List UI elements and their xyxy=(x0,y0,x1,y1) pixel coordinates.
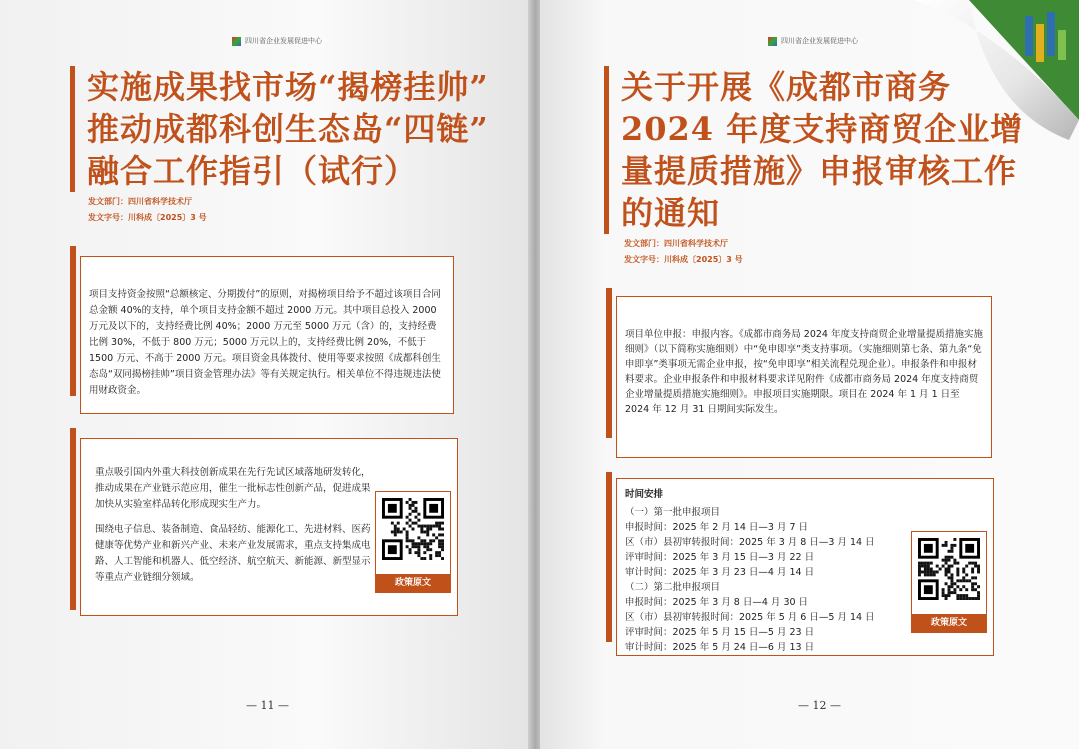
left-page-number: — 11 — xyxy=(246,699,289,712)
qr-code-icon xyxy=(918,538,980,600)
left-info-box-2 xyxy=(80,438,458,616)
right-box2-accent xyxy=(606,472,612,642)
schedule-line: 申报时间：2025 年 2 月 14 日—3 月 7 日 xyxy=(625,522,809,533)
right-meta-number: 发文字号：川科成〔2025〕3 号 xyxy=(624,255,743,264)
right-qr-card[interactable] xyxy=(911,531,987,633)
schedule-line: 审计时间：2025 年 5 月 24 日—6 月 13 日 xyxy=(625,642,815,653)
left-qr-label[interactable]: 政策原文 xyxy=(376,574,450,592)
schedule-line: 审计时间：2025 年 3 月 23 日—4 月 14 日 xyxy=(625,567,815,578)
left-qr-card[interactable] xyxy=(375,491,451,593)
header-text: 四川省企业发展促进中心 xyxy=(245,37,322,45)
schedule-line: 评审时间：2025 年 5 月 15 日—5 月 23 日 xyxy=(625,627,815,638)
right-page xyxy=(540,0,1079,749)
publication-logo-icon xyxy=(232,37,241,46)
cover-bar-icon xyxy=(1036,24,1044,62)
left-box2-para1: 重点吸引国内外重大科技创新成果在先行先试区域落地研发转化，推动成果在产业链示范应用，催生一批标志性创新产品，促进成果加快从实验室样品转化形成现实生产力。 xyxy=(95,467,371,510)
left-box2-para2: 围绕电子信息、装备制造、食品轻纺、能源化工、先进材料、医药健康等优势产业和新兴产业、未来产业发展需求，重点支持集成电路、人工智能和机器人、低空经济、航空航天、新能源、新型显示等重点产业链细分领域。 xyxy=(95,524,371,583)
left-box2-accent xyxy=(70,428,76,610)
header-logo-right xyxy=(768,36,858,46)
left-meta-issuer: 发文部门：四川省科学技术厅 xyxy=(88,197,192,206)
schedule-line: 申报时间：2025 年 3 月 8 日—4 月 30 日 xyxy=(625,597,809,608)
cover-bar-icon xyxy=(1058,30,1066,60)
left-page-title: 实施成果找市场“揭榜挂帅” 推动成都科创生态岛“四链” 融合工作指引（试行） xyxy=(87,68,489,190)
qr-code-icon xyxy=(382,498,444,560)
right-qr-label[interactable]: 政策原文 xyxy=(912,614,986,632)
header-text-right: 四川省企业发展促进中心 xyxy=(781,37,858,45)
schedule-line: 区（市）县初审转报时间：2025 年 3 月 8 日—3 月 14 日 xyxy=(625,537,875,548)
left-info-box-1 xyxy=(80,256,454,414)
header-logo xyxy=(232,36,322,46)
right-meta-issuer: 发文部门：四川省科学技术厅 xyxy=(624,239,728,248)
right-box1-text: 项目单位申报：申报内容。《成都市商务局 2024 年度支持商贸企业增量提质措施实施细则》（以下简称实施细则）中“免申即享”类支持事项。（实施细则第七条、第九条“免申即享”类事项无需企业申报，按“免申即享”相关流程兑现企业）。申报条件和申报材料要求。企业申报条件和申报材料要求详见附件《成都市商务局 2024 年度支持商贸企业增量提质措施实施细则》。申报项目实施期限。项目在 2024 年 1 月 1 日至 2024 年 12 月 31 日期间实际发生。 xyxy=(625,329,983,415)
schedule-line: 评审时间：2025 年 3 月 15 日—3 月 22 日 xyxy=(625,552,815,563)
left-title-block xyxy=(70,66,489,192)
right-page-number: — 12 — xyxy=(798,699,841,712)
schedule-line: 区（市）县初审转报时间：2025 年 5 月 6 日—5 月 14 日 xyxy=(625,612,875,623)
left-box1-text: 项目支持资金按照“总额核定、分期拨付”的原则，对揭榜项目给予不超过该项目合同总金额 40%的支持，单个项目支持金额不超过 2000 万元。其中项目总投入 2000 万元及以下的，支持经费比例 40%；2000 万元至 5000 万元（含）的，支持经费比例 30%，不低于 800 万元；5000 万元以上的，支持经费比例 20%，不低于 1500 万元、不高于 2000 万元。项目资金具体拨付、使用等要求按照《成都科创生态岛“双同揭榜挂帅”项目资金管理办法》等有关规定执行。相关单位不得违规违法使用财政资金。 xyxy=(89,289,441,396)
page-curl[interactable] xyxy=(909,0,1079,150)
schedule-list xyxy=(625,505,925,655)
schedule-line: （二）第二批申报项目 xyxy=(625,582,721,593)
left-meta-number: 发文字号：川科成〔2025〕3 号 xyxy=(88,213,207,222)
right-info-box-2 xyxy=(616,478,994,656)
right-meta xyxy=(624,236,743,268)
right-info-box-1 xyxy=(616,296,992,458)
left-page xyxy=(0,0,532,749)
cover-bar-icon xyxy=(1025,16,1033,56)
publication-logo-icon xyxy=(768,37,777,46)
left-box1-accent xyxy=(70,246,76,396)
cover-bar-icon xyxy=(1047,12,1055,56)
left-meta xyxy=(88,194,207,226)
right-page-title: 关于开展《成都市商务 2024 年度支持商贸企业增 量提质措施》申报审核工作 的通知 xyxy=(621,68,1024,232)
left-box2-text xyxy=(95,465,373,586)
right-box1-accent xyxy=(606,288,612,438)
schedule-line: （一）第一批申报项目 xyxy=(625,507,721,518)
schedule-title: 时间安排 xyxy=(625,489,664,500)
